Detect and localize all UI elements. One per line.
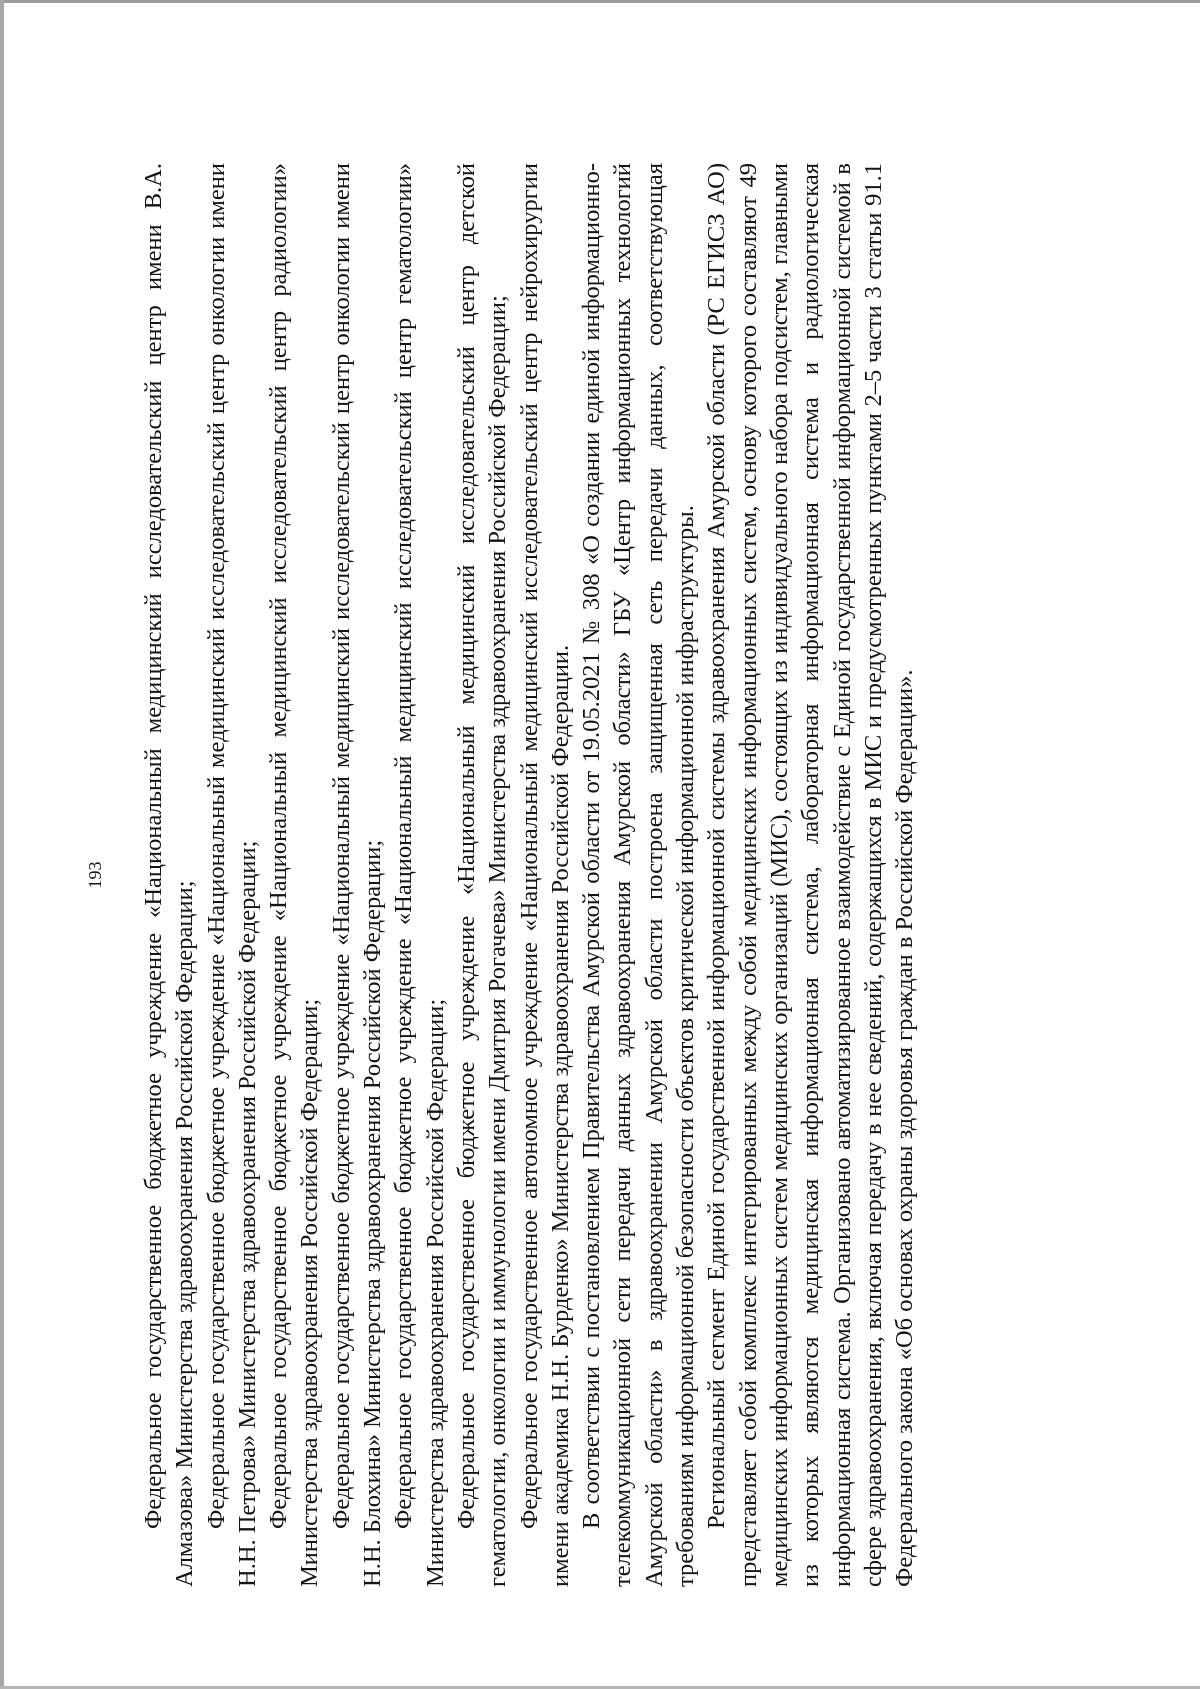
scan-edge-top bbox=[0, 0, 1200, 3]
paragraph-almazov-center: Федеральное государственное бюджетное учреждение «Национальный медицинский исследовательский центр имени В.А. Алмазова» Министерства здравоохранения Российской Федерации; bbox=[140, 163, 199, 1587]
paragraph-data-network: В соответствии с постановлением Правительства Амурской области от 19.05.2021 № 308 «О создании единой информационно-телекоммуникационной сети передачи данных здравоохранения Амурской области» ГБУ «Центр информационных технологий Амурской области» в здравоохранении Амурской области построена защищенная сеть передачи данных, соответствующая требованиям информационной безопасности объектов критической информационной инфраструктуры. bbox=[578, 163, 700, 1587]
paragraph-radiology-center: Федеральное государственное бюджетное учреждение «Национальный медицинский исследовательский центр радиологии» Министерства здравоохранения Российской Федерации; bbox=[265, 163, 324, 1587]
paragraph-blokhin-center: Федеральное государственное бюджетное учреждение «Национальный медицинский исследовательский центр онкологии имени Н.Н. Блохина» Министерства здравоохранения Российской Федерации; bbox=[327, 163, 387, 1587]
rotated-text-block bbox=[85, 163, 1038, 1587]
paragraph-rogachev-center: Федеральное государственное бюджетное учреждение «Национальный медицинский исследовательский центр детской гематологии, онкологии и иммунологии имени Дмитрия Рогачева» Министерства здравоохранения Российской Федерации; bbox=[452, 163, 512, 1587]
paragraph-regional-segment: Региональный сегмент Единой государственной информационной системы здравоохранения Амурской области (РС ЕГИСЗ АО) представляет собой комплекс интегрированных между собой медицинских информационных систем, основу которого составляют 49 медицинских информационных систем медицинских организаций (МИС), состоящих из индивидуального набора подсистем, главными из которых являются медицинская информационная система, лабораторная информационная система и радиологическая информационная система. Организовано автоматизированное взаимодействие с Единой государственной информационной системой в сфере здравоохранения, включая передачу в нее сведений, содержащихся в МИС и предусмотренных пунктами 2–5 части 3 статьи 91.1 Федерального закона «Об основах охраны здоровья граждан в Российской Федерации». bbox=[703, 163, 919, 1587]
paragraph-hematology-center: Федеральное государственное бюджетное учреждение «Национальный медицинский исследовательский центр гематологии» Министерства здравоохранения Российской Федерации; bbox=[390, 163, 449, 1587]
paragraph-burdenko-center: Федеральное государственное автономное учреждение «Национальный медицинский исследовательский центр нейрохирургии имени академика Н.Н. Бурденко» Министерства здравоохранения Российской Федерации. bbox=[515, 163, 574, 1587]
paragraph-petrov-center: Федеральное государственное бюджетное учреждение «Национальный медицинский исследовательский центр онкологии имени Н.Н. Петрова» Министерства здравоохранения Российской Федерации; bbox=[202, 163, 261, 1587]
scan-edge-left bbox=[0, 0, 4, 1689]
page-number: 193 bbox=[85, 861, 105, 889]
body-text bbox=[138, 163, 920, 1587]
